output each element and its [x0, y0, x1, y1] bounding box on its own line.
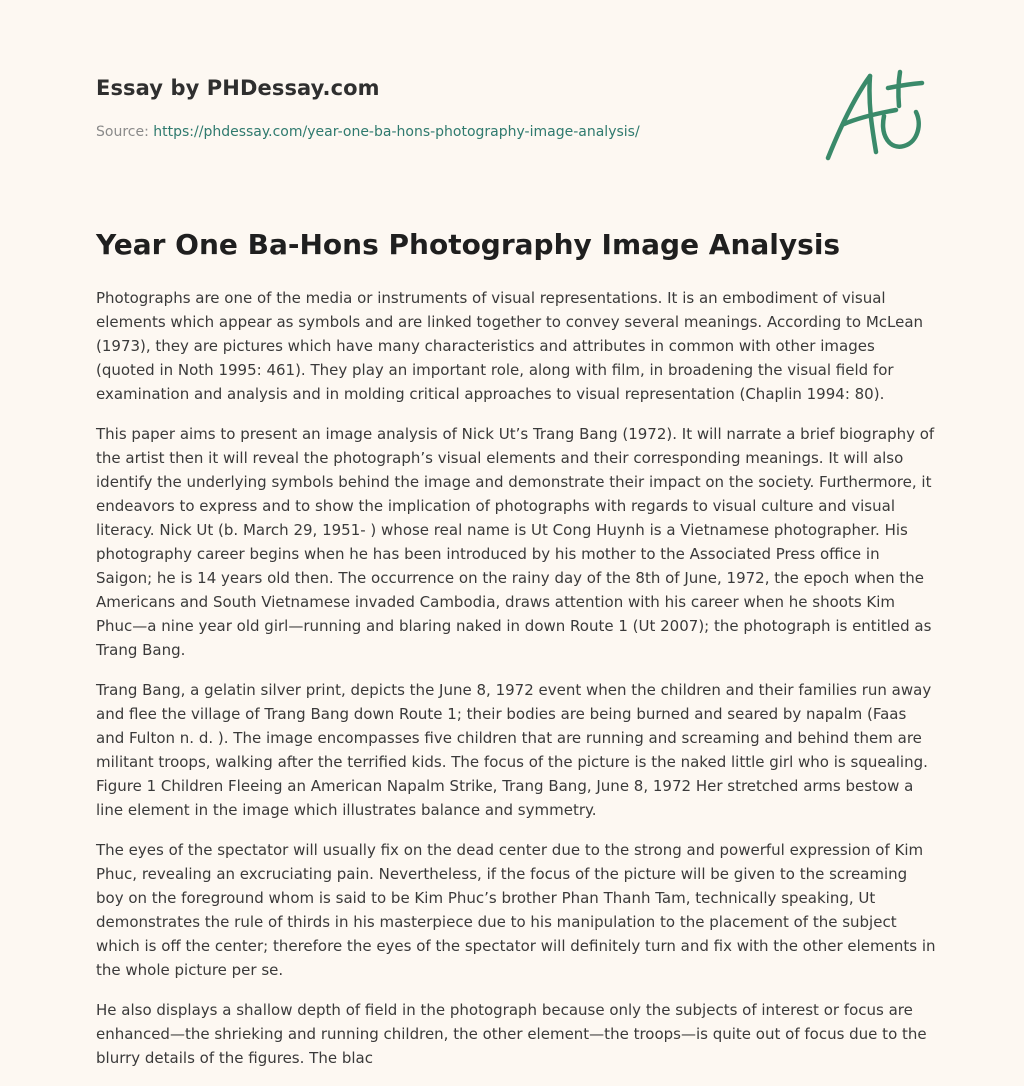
essay-title: Year One Ba-Hons Photography Image Analysis — [96, 228, 841, 261]
source-link[interactable]: https://phdessay.com/year-one-ba-hons-photography-image-analysis/ — [153, 124, 640, 140]
essay-body — [96, 286, 936, 1086]
essay-paragraph: Trang Bang, a gelatin silver print, depicts the June 8, 1972 event when the children and their families run away and flee the village of Trang Bang down Route 1; their bodies are being burned and seared by napalm (Faas and Fulton n. d. ). The image encompasses five children that are running and screaming and behind them are militant troops, walking after the terrified kids. The focus of the picture is the naked little girl who is squealing. Figure 1 Children Fleeing an American Napalm Strike, Trang Bang, June 8, 1972 Her stretched arms bestow a line element in the image which illustrates balance and symmetry. — [96, 681, 932, 819]
essay-header — [96, 76, 796, 140]
source-line — [96, 124, 796, 140]
brand-title: Essay by PHDessay.com — [96, 76, 380, 100]
essay-paragraph: He also displays a shallow depth of field in the photograph because only the subjects of interest or focus are enhanced—the shrieking and running children, the other element—the troops—is quite out of focus due to the blurry details of the figures. The blac — [96, 1001, 927, 1067]
source-label: Source: — [96, 124, 154, 140]
essay-paragraph: Photographs are one of the media or instruments of visual representations. It is an embodiment of visual elements which appear as symbols and are linked together to convey several meanings. According to McLean (1973), they are pictures which have many characteristics and attributes in common with other images (quoted in Noth 1995: 461). They play an important role, along with film, in broadening the visual field for examination and analysis and in molding critical approaches to visual representation (Chaplin 1994: 80). — [96, 289, 924, 403]
a-plus-logo-graphic — [818, 66, 928, 166]
a-plus-logo-icon — [818, 66, 928, 166]
essay-paragraph: The eyes of the spectator will usually fix on the dead center due to the strong and powerful expression of Kim Phuc, revealing an excruciating pain. Nevertheless, if the focus of the picture will be given to the screaming boy on the foreground whom is said to be Kim Phuc’s brother Phan Thanh Tam, technically speaking, Ut demonstrates the rule of thirds in his masterpiece due to his manipulation to the placement of the subject which is off the center; therefore the eyes of the spectator will definitely turn and fix with the other elements in the whole picture per se. — [96, 841, 936, 979]
essay-paragraph: This paper aims to present an image analysis of Nick Ut’s Trang Bang (1972). It will narrate a brief biography of the artist then it will reveal the photograph’s visual elements and their corresponding meanings. It will also identify the underlying symbols behind the image and demonstrate their impact on the society. Furthermore, it endeavors to express and to show the implication of photographs with regards to visual culture and visual literacy. Nick Ut (b. March 29, 1951- ) whose real name is Ut Cong Huynh is a Vietnamese photographer. His photography career begins when he has been introduced by his mother to the Associated Press office in Saigon; he is 14 years old then. The occurrence on the rainy day of the 8th of June, 1972, the epoch when the Americans and South Vietnamese invaded Cambodia, draws attention with his career when he shoots Kim Phuc—a nine year old girl—running and blaring naked in down Route 1 (Ut 2007); the photograph is entitled as Trang Bang. — [96, 425, 935, 659]
